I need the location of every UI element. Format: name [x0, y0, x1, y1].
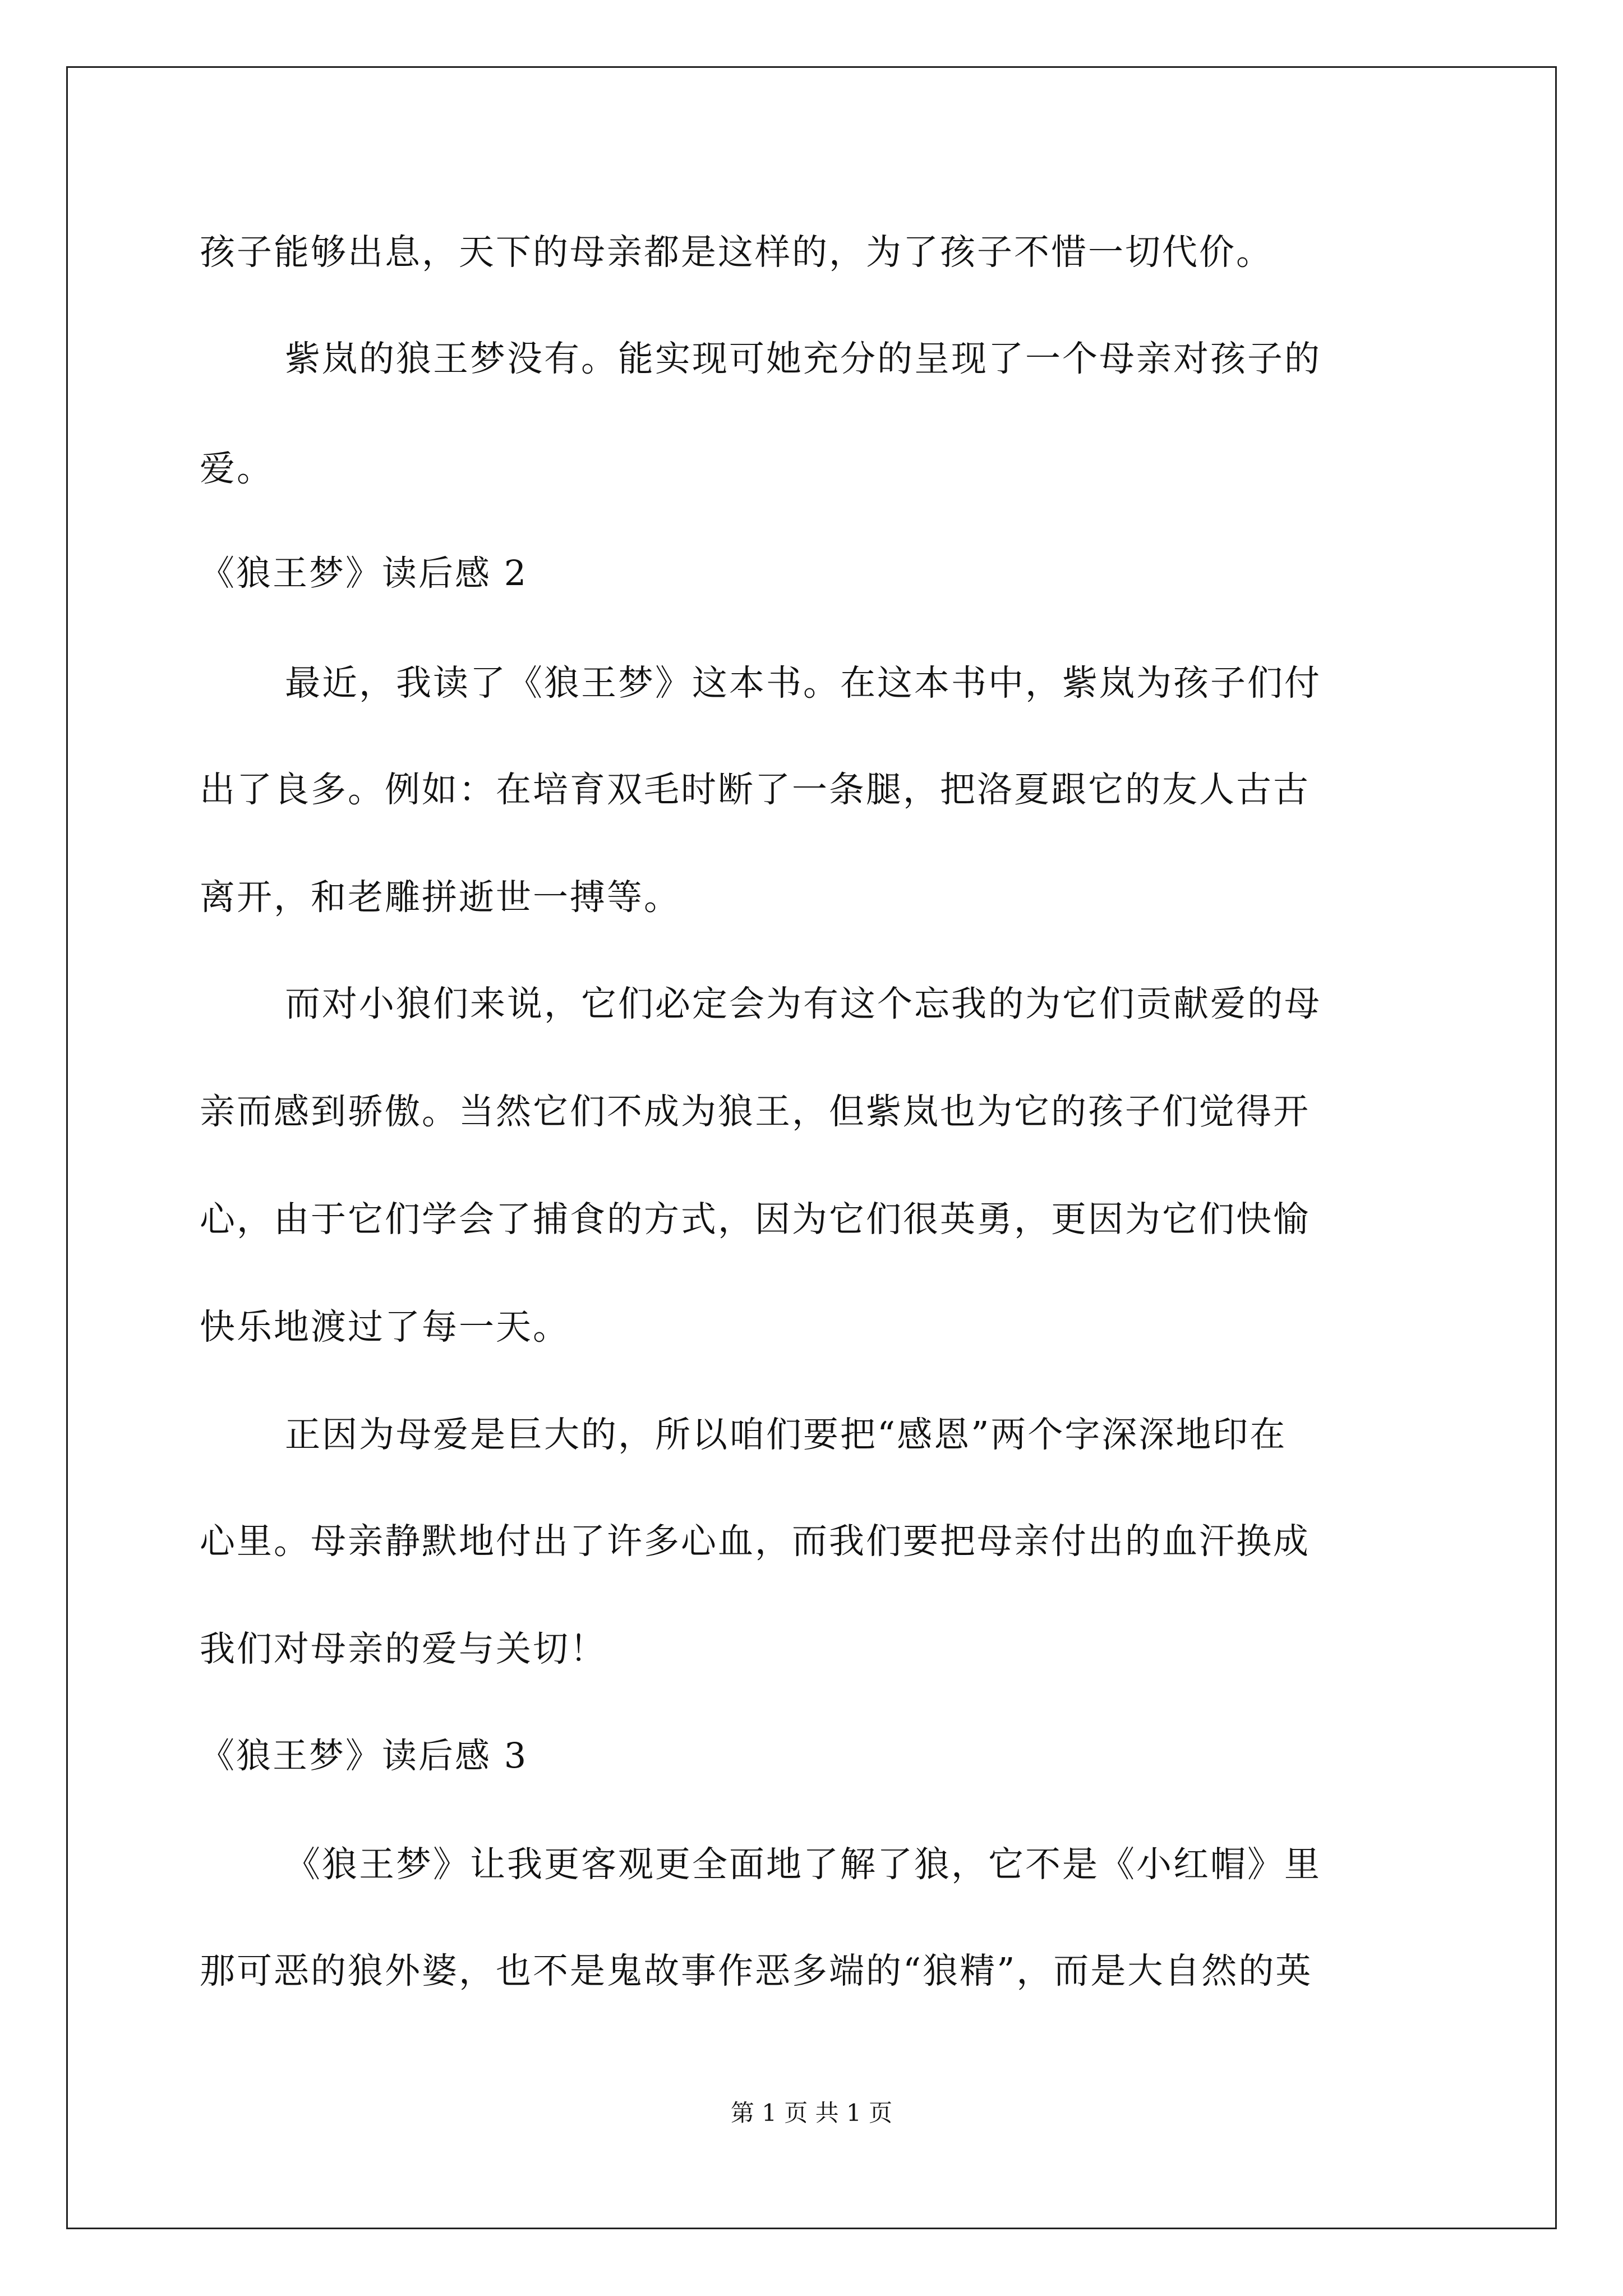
body-line: 心，由于它们学会了捕食的方式，因为它们很英勇，更因为它们快愉: [200, 1199, 1310, 1240]
page-border: [66, 66, 1557, 2229]
paragraph-first-line: 最近，我读了《狼王梦》这本书。在这本书中，紫岚为孩子们付: [285, 662, 1321, 703]
body-line: 心里。母亲静默地付出了许多心血，而我们要把母亲付出的血汗换成: [200, 1521, 1310, 1562]
body-line: 出了良多。例如：在培育双毛时断了一条腿，把洛夏跟它的友人古古: [200, 769, 1310, 810]
body-line: 快乐地渡过了每一天。: [200, 1306, 570, 1347]
body-line: 我们对母亲的爱与关切！: [200, 1628, 607, 1669]
body-line: 离开，和老雕拼逝世一搏等。: [200, 877, 681, 918]
section-heading: 《狼王梦》读后感 3: [200, 1735, 528, 1776]
paragraph-first-line: 紫岚的狼王梦没有。能实现可她充分的呈现了一个母亲对孩子的: [285, 338, 1321, 379]
body-line: 爱。: [200, 448, 274, 489]
body-line: 那可恶的狼外婆，也不是鬼故事作恶多端的“狼精”，而是大自然的英: [200, 1950, 1313, 1991]
body-line: 孩子能够出息，天下的母亲都是这样的，为了孩子不惜一切代价。: [200, 232, 1273, 273]
paragraph-first-line: 正因为母爱是巨大的，所以咱们要把“感恩”两个字深深地印在: [285, 1414, 1287, 1455]
section-heading: 《狼王梦》读后感 2: [200, 553, 528, 593]
paragraph-first-line: 而对小狼们来说，它们必定会为有这个忘我的为它们贡献爱的母: [285, 983, 1321, 1024]
paragraph-first-line: 《狼王梦》让我更客观更全面地了解了狼，它不是《小红帽》里: [285, 1844, 1321, 1885]
body-line: 亲而感到骄傲。当然它们不成为狼王，但紫岚也为它的孩子们觉得开: [200, 1091, 1310, 1132]
page-footer: 第 1 页 共 1 页: [730, 2099, 893, 2127]
